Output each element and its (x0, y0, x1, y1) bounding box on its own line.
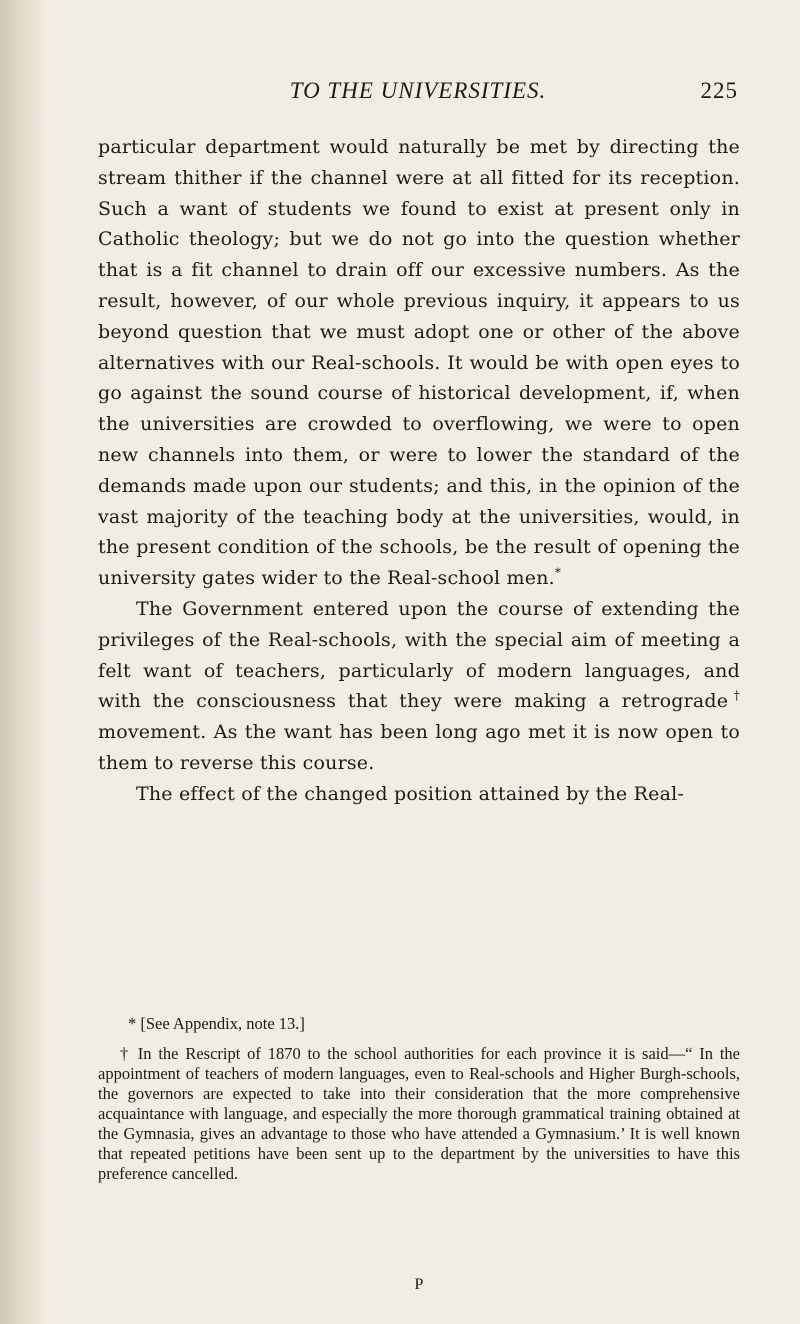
paragraph-1-text: particular department would naturally be met by directing the stream thither if the channel were at all fitted for its reception. Such a want of students we found to exist at present only in Catholic theology; but we do not go into the question whether that is a fit channel to drain off our excessive numbers. As the result, however, of our whole previous inquiry, it appears to us beyond question that we must adopt one or other of the above alternatives with our Real-schools. It would be with open eyes to go against the sound course of historical development, if, when the universities are crowded to overflowing, we were to open new channels into them, or were to lower the standard of the demands made upon our students; and this, in the opinion of the vast majority of the teaching body at the universities, would, in the present condition of the schools, be the result of opening the university gates wider to the Real-school men. (98, 136, 740, 590)
footnote-2: † In the Rescript of 1870 to the school authorities for each province it is said—“ In the appointment of teachers of modern languages, even to Real-schools and Higher Burgh-schools, the governors are expected to take into their consideration that the more comprehensive acquaintance with language, and especially the more thorough grammatical training obtained at the Gymnasia, gives an advantage to those who have attended a Gymnasium.’ It is well known that repeated petitions have been sent up to the department by the universities to have this preference cancelled. (98, 1044, 740, 1183)
footnote-mark-dagger: † (728, 689, 740, 704)
paragraph-3-text: The effect of the changed position attained by the Real- (136, 782, 684, 805)
running-title: TO THE UNIVERSITIES. (289, 78, 547, 103)
footnotes (98, 1014, 740, 1194)
body-text (98, 132, 740, 810)
paragraph-2 (98, 594, 740, 779)
paragraph-1 (98, 132, 740, 594)
signature-mark: P (414, 1276, 424, 1293)
paragraph-3 (98, 779, 740, 810)
footnote-1: * [See Appendix, note 13.] (128, 1014, 305, 1033)
running-head (98, 74, 738, 110)
page-number: 225 (700, 78, 738, 103)
footnote-mark-asterisk: * (554, 565, 562, 580)
paragraph-2-text-before: The Government entered upon the course of extending the privileges of the Real-schools, with the special aim of meeting a felt want of teachers, particularly of modern languages, and with the consciousness that they were making a retrograde (98, 597, 740, 713)
paragraph-2-text-after: movement. As the want has been long ago met it is now open to them to reverse this course. (98, 721, 740, 774)
